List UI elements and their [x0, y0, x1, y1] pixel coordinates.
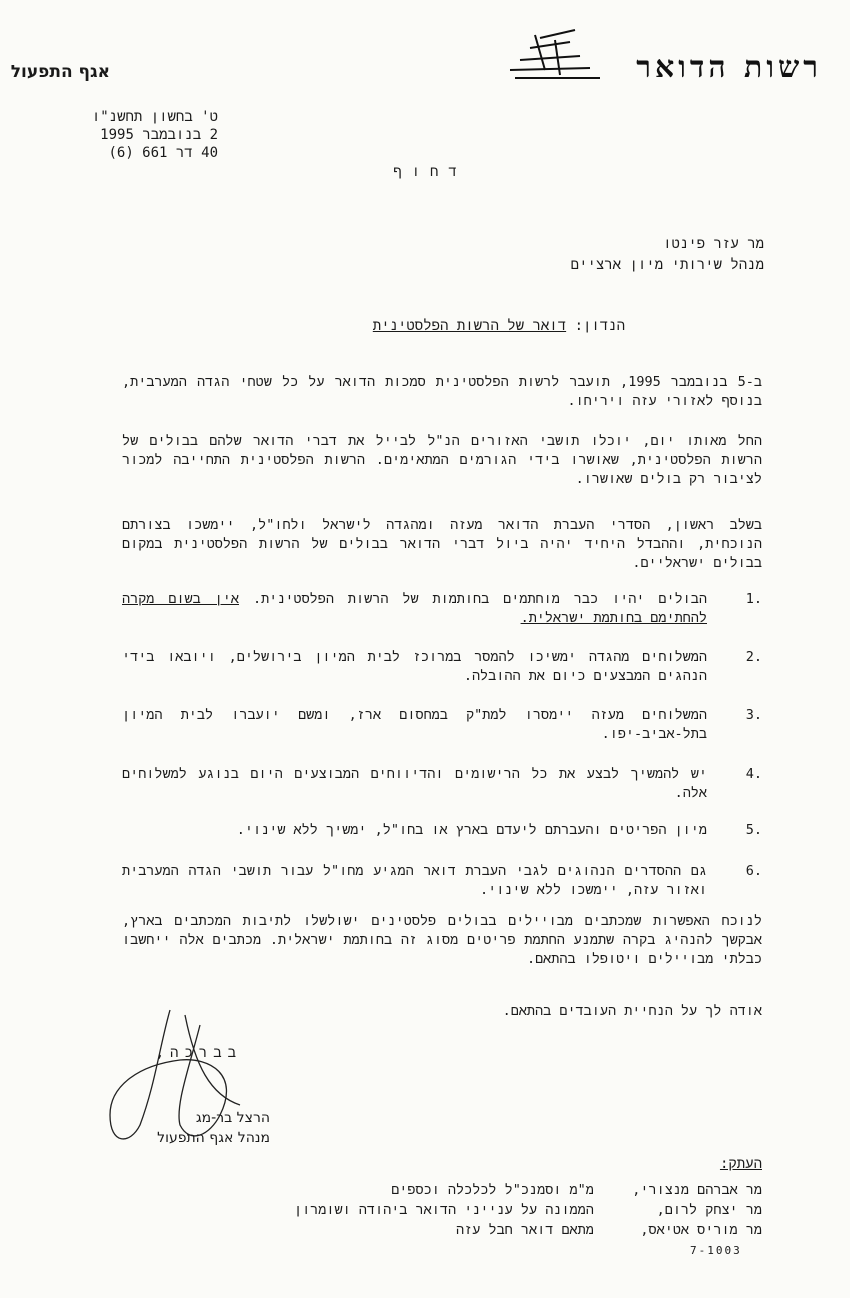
item-text: מיון הפריטים והעברתם ליעדם בארץ או בחו"ל, ימשיך ללא שינוי.: [236, 822, 707, 838]
hebrew-date: ט' בחשון תחשנ"ו: [91, 109, 218, 125]
item-number: .3: [745, 707, 762, 723]
addressee: [364, 234, 764, 276]
urgency-label: דחוף: [393, 164, 467, 180]
item-number: .5: [745, 822, 762, 838]
item-text: גם ההסדרים הנהוגים לגבי העברת דואר המגיע מחו"ל עבור תושבי הגדה המערבית ואזור עזה, יימשכו ללא שינוי.: [122, 863, 707, 898]
cc-role: הממונה על ענייני הדואר ביהודה ושומרון: [293, 1202, 594, 1218]
cc-role: מתאם דואר חבל עזה: [456, 1222, 594, 1238]
paragraph-3: בשלב ראשון, הסדרי העברת הדואר מעזה ומהגדה לישראל ולחו"ל, יימשכו בצורתם הנוכחית, וההבדל היחיד יהיה ביול דברי הדואר בבולים של הרשות הפלסטינית במקום בבולים ישראליים.: [122, 517, 762, 571]
list-item: [122, 590, 762, 628]
item-text: המשלוחים מעזה יימסרו למת"ק במחסום ארז, ומשם יועברו לבית המיון בתל-אביב-יפו.: [122, 707, 707, 742]
signer-name: הרצל בר-מג: [195, 1110, 270, 1126]
cc-name: מר מוריס אטיאס,: [640, 1222, 762, 1238]
logo-emblem-icon: [500, 20, 630, 90]
gregorian-date: 2 בנובמבר 1995: [100, 127, 218, 143]
document-number: 7-1003: [690, 1244, 742, 1257]
date-block: [48, 108, 218, 162]
cc-recipient: [102, 1200, 762, 1220]
signer-block: [100, 1108, 270, 1148]
reference-number: 40 דר 661 (6): [108, 145, 218, 161]
subject-line: [373, 318, 625, 335]
signer-title: מנהל אגף התפעול: [157, 1130, 270, 1146]
item-number: .2: [745, 649, 762, 665]
list-item: [122, 765, 762, 803]
item-number: .6: [745, 863, 762, 879]
item-number: .4: [745, 766, 762, 782]
cc-name: מר יצחק לרום,: [656, 1202, 762, 1218]
list-item: [122, 648, 762, 686]
item-number: .1: [745, 591, 762, 607]
cc-label: העתק:: [719, 1156, 762, 1172]
paragraph-1: ב-5 בנובמבר 1995, תועבר לרשות הפלסטינית סמכות הדואר על כל שטחי הגדה המערבית, בנוסף לאזורי עזה ויריחו.: [122, 374, 762, 409]
postal-authority-logo: [500, 20, 830, 90]
logo-text: רשות הדואר: [636, 50, 822, 85]
paragraph-5: אודה לך על הנחיית העובדים בהתאם.: [502, 1003, 762, 1019]
addressee-name: מר עזר פינטו: [663, 236, 764, 252]
item-emphasis: אין בשום מקרה להחתימם בחותמת ישראלית.: [122, 591, 707, 626]
department-name: אגף התפעול: [10, 62, 110, 82]
addressee-title: מנהל שירותי מיון ארציים: [570, 257, 764, 273]
item-text: המשלוחים מהגדה ימשיכו להמסר במרוכז לבית המיון בירושלים, ויובאו בידי הנהגים המבצעים כיום את ההובלה.: [122, 649, 707, 684]
item-text: יש להמשיך לבצע את כל הרישומים והדיווחים המבוצעים היום בנוגע למשלוחים אלה.: [122, 766, 707, 801]
list-item: [122, 821, 762, 840]
list-item: [122, 706, 762, 744]
item-text: הבולים יהיו כבר מוחתמים בחותמות של הרשות הפלסטינית.: [252, 591, 707, 607]
cc-name: מר אברהם מנצורי,: [632, 1182, 762, 1198]
list-item: [122, 862, 762, 900]
subject-label: הנדון:: [574, 318, 625, 334]
subject-text: דואר של הרשות הפלסטינית: [372, 318, 567, 334]
cc-recipient: [102, 1220, 762, 1240]
closing: בברכה,: [155, 1045, 242, 1061]
paragraph-4: לנוכח האפשרות שמכתבים מבויילים בבולים פלסטינים ישולשלו לתיבות המכתבים בארץ, אבקשך להנהיג בקרה שתמנע החתמת פריטים מסוג זה בחותמת ישראלית. מכתבים אלה ייחשבו כבלתי מבויילים ויטופלו בהתאם.: [122, 913, 762, 967]
cc-role: מ"מ וסמנכ"ל לכלכלה וכספים: [391, 1182, 594, 1198]
paragraph-2: החל מאותו יום, יוכלו תושבי האזורים הנ"ל לבייל את דברי הדואר שלהם בבולים של הרשות הפלסטינית, שאושרו בידי הגורמים המתאימים. הרשות הפלסטינית התחייבה למכור לציבור רק בולים שאושרו.: [122, 433, 762, 487]
cc-recipient: [102, 1180, 762, 1200]
